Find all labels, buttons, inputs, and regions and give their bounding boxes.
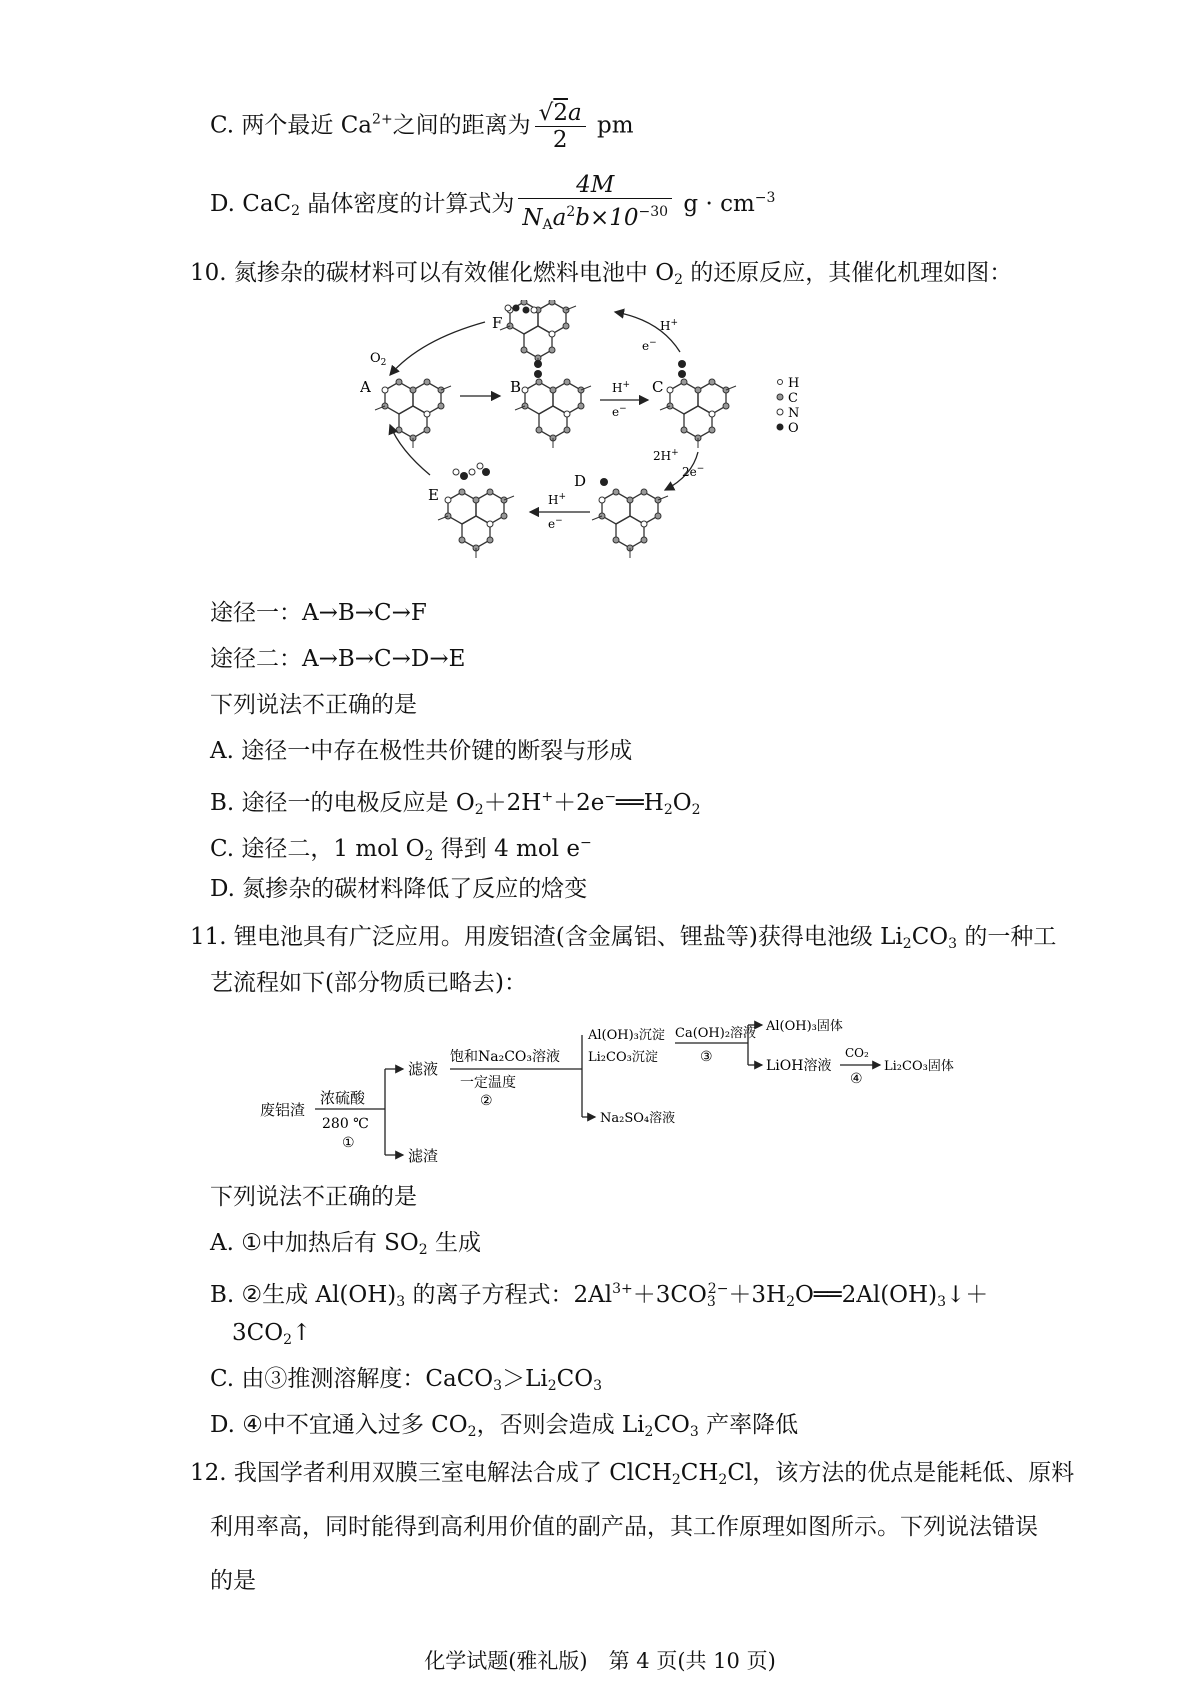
q10-option-d: D. 氮掺杂的碳材料降低了反应的焓变 [210,876,588,902]
species-d [592,489,668,558]
flow-step1-num: ① [342,1135,355,1151]
sub: 3 [948,936,958,952]
text: 之间的距离为 [392,112,531,139]
q10-path2: 途径二：A→B→C→D→E [210,646,466,672]
q11-stem-line1 [190,922,1056,959]
flow-step4-num: ④ [850,1071,863,1087]
sub: 2 [674,272,683,288]
q11-option-c [210,1364,602,1401]
q9-option-c [210,100,634,153]
sup: 2 [566,204,576,220]
flow-step2-num: ② [480,1093,493,1109]
sub: 2 [718,1472,728,1488]
text: O══2Al(OH) [795,1282,938,1308]
flow-step2-cond: 一定温度 [460,1075,516,1091]
sup: − [579,835,592,851]
flow-step3-num: ③ [700,1049,713,1065]
species-c [660,379,736,448]
species-b [515,379,591,448]
flow-filtrate: 滤液 [408,1060,439,1078]
sup: −30 [638,204,669,220]
text: D. ④中不宜通入过多 CO [210,1412,468,1438]
sup: 3+ [612,1281,633,1297]
q10-path1: 途径一：A→B→C→F [210,600,427,626]
text: O [672,790,692,816]
text: B. 途径一的电极反应是 O [210,790,475,816]
sub: 3 [706,1294,716,1310]
arrow-b-c-bottom: e− [612,404,627,419]
svg-text:H: H [788,376,800,391]
label-b: B [510,378,522,396]
q11-ask: 下列说法不正确的是 [210,1184,417,1210]
text: CO [911,924,949,950]
label-d: D [574,472,587,490]
text: ＋2e [553,790,605,816]
fraction [518,172,672,238]
sub: 3 [493,1378,503,1394]
sub: 2 [644,1424,654,1440]
text: C. 由③推测溶解度：CaCO [210,1366,494,1392]
arrow-c-d-bottom: 2e− [682,464,705,479]
den: b×10 [575,205,639,231]
sub: 2 [418,1242,428,1258]
q11-option-d [210,1410,798,1447]
text: ＋3H [728,1282,787,1308]
arrow-d-e-top: H+ [548,492,567,507]
den: 2 [552,127,568,153]
flow-step1-temp: 280 ℃ [322,1116,369,1132]
sub: 2 [671,1472,681,1488]
flow-step4-reagent: CO₂ [845,1046,869,1060]
unit: g · cm [683,191,755,217]
q10-option-a: A. 途径一中存在极性共价键的断裂与形成 [210,738,633,764]
var: a [567,100,582,126]
q10-option-b [210,782,701,825]
water-molecules [453,463,490,480]
text: ↑ [292,1320,312,1346]
q12-stem-line1 [190,1458,1074,1495]
adsorbed-o [534,370,542,378]
arrow-c-f-bottom: e− [642,338,657,353]
sup: − [604,789,617,805]
text: CO [556,1366,594,1392]
q11-stem-line2: 艺流程如下(部分物质已略去)： [210,970,527,996]
den: N [522,205,543,231]
text: 的还原反应，其催化机理如图： [682,260,1013,286]
text: ↓＋ [945,1282,989,1308]
root: 2 [553,100,568,126]
flow-ppt1: Al(OH)₃沉淀 [588,1028,665,1043]
arrow-d-e-bottom: e− [548,516,563,531]
q10-ask: 下列说法不正确的是 [210,692,417,718]
label-o2: $O_2$ [370,351,387,368]
text: 的一种工 [957,924,1057,950]
sub: 2 [474,802,484,818]
text: C. 途径二，1 mol O [210,836,425,862]
text: 得到 4 mol e [433,836,580,862]
adsorbed-o [534,360,542,368]
adsorbed-ooh [678,360,686,368]
arrow-e-a [390,425,430,475]
text: A. ①中加热后有 SO [210,1230,419,1256]
sup: + [541,789,554,805]
arrow-f-a [390,322,485,375]
arrow-b-c-top: H+ [612,380,631,395]
arrow-c-f-top: H+ [660,318,679,333]
sub: 3 [689,1424,699,1440]
text: 3CO [232,1320,284,1346]
text: 产率降低 [698,1412,799,1438]
flow-ppt2: Li₂CO₃沉淀 [588,1050,658,1065]
text: Cl，该方法的优点是能耗低、原料 [727,1460,1075,1486]
adsorbed-o [600,478,608,486]
text: CH [680,1460,719,1486]
svg-text:N: N [788,406,800,421]
q11-option-b [210,1274,988,1317]
flow-lioh: LiOH溶液 [766,1058,832,1074]
text: 11. 锂电池具有广泛应用。用废铝渣(含金属铝、锂盐等)获得电池级 Li [190,924,903,950]
text: D. CaC [210,191,292,217]
q12-stem-line2: 利用率高，同时能得到高利用价值的副产品，其工作原理如图所示。下列说法错误 [210,1514,1038,1540]
atom-legend [777,376,800,436]
text: ＋2H [483,790,542,816]
text: B. ②生成 Al(OH) [210,1282,397,1308]
svg-text:C: C [788,391,798,406]
sub: 2 [547,1378,557,1394]
flow-na2so4: Na₂SO₄溶液 [600,1111,676,1126]
sub: 3 [396,1294,406,1310]
sub: 2 [283,1332,293,1348]
catalysis-mechanism-diagram [360,300,920,590]
text: ＞Li [502,1366,548,1392]
text: ＋3CO [632,1282,707,1308]
process-flowchart [260,1015,980,1165]
species-e [438,489,514,558]
q12-stem-line3: 的是 [210,1568,256,1594]
sub: 2 [467,1424,477,1440]
sub: 3 [937,1294,946,1310]
text: 10. 氮掺杂的碳材料可以有效催化燃料电池中 O [190,260,675,286]
unit: pm [597,112,634,139]
flow-li2co3: Li₂CO₃固体 [884,1059,954,1074]
species-f [500,300,576,368]
den: a [552,205,567,231]
q11-option-a [210,1228,481,1265]
sub: 2 [291,203,301,219]
q10-stem [190,258,1012,295]
text: 12. 我国学者利用双膜三室电解法合成了 ClCH [190,1460,672,1486]
text: 晶体密度的计算式为 [300,191,515,217]
text: ══H [616,790,664,816]
sub: 3 [593,1378,603,1394]
sub: 2 [691,802,701,818]
text: C. 两个最近 Ca [210,112,373,139]
sub: 2 [786,1294,796,1310]
sub: 2 [424,848,434,864]
flow-residue: 滤渣 [408,1147,439,1165]
species-a [375,379,451,448]
sub: 2 [902,936,912,952]
label-a: A [360,378,371,396]
sub: 2 [663,802,673,818]
flow-step3-reagent: Ca(OH)₂溶液 [675,1026,757,1041]
text: ，否则会造成 Li [476,1412,645,1438]
num: 4M [576,172,615,198]
text: 的离子方程式：2Al [405,1282,613,1308]
page-footer: 化学试题(雅礼版) 第 4 页(共 10 页) [424,1649,776,1673]
label-c: C [652,378,664,396]
sup: 2+ [372,111,393,128]
sub: A [542,217,553,233]
adsorbed-ooh [678,370,686,378]
q10-option-c [210,828,592,871]
label-f: F [492,314,503,332]
flow-step2-reagent: 饱和Na₂CO₃溶液 [450,1049,561,1065]
q9-option-d [210,172,775,238]
svg-text:O: O [788,421,799,436]
sup: 2− [707,1281,729,1297]
fraction: $\frac{√2a}{2}$ [535,100,586,153]
text: CO [653,1412,690,1438]
flow-start: 废铝渣 [260,1101,306,1119]
sup: −3 [754,190,776,206]
text: 生成 [427,1230,482,1256]
flow-step1-reagent: 浓硫酸 [320,1089,366,1107]
q11-option-b-cont [232,1318,311,1355]
arrow-c-d-top: 2H+ [653,448,679,463]
label-e: E [428,486,439,504]
flow-aloh3: Al(OH)₃固体 [766,1019,843,1034]
